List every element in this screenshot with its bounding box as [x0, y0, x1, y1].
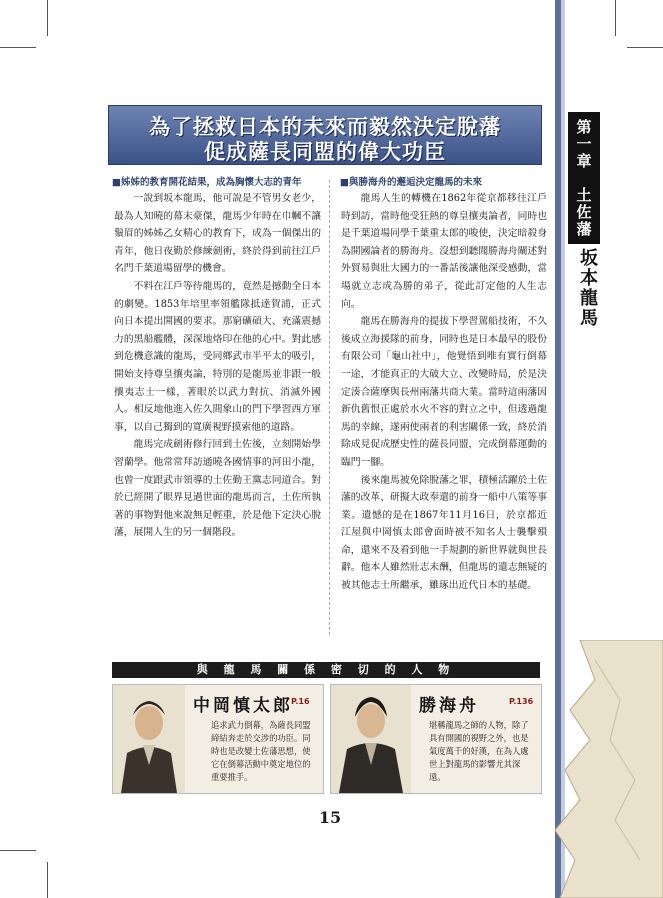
person-desc: 追求武力倒幕，為薩長同盟締結奔走於交涉的功臣。同時也是改變土佐藩思想，使它在倒幕活動中奠定地位的重要推手。 [211, 720, 311, 782]
paragraph: 龍馬在勝海舟的提拔下學習駕船技術，不久後成立海援隊的前身，同時也是日本最早的股份有限公司「龜山社中」，他覺悟到唯有實行倒幕一途，才能真正的大破大立、改變時局，於是決定湊合薩摩與長州兩藩共商大業。當時這兩藩因新仇舊恨正處於水火不容的對立之中，但透過龍馬的幸線，遂兩使兩者的利害關係一致，終於消除成見促成歷史性的薩長同盟，完成倒幕運動的臨門一腳。 [341, 316, 547, 468]
portrait-katsu [331, 685, 411, 793]
person-desc: 堪稱龍馬之師的人物，除了具有開國的視野之外，也是氣度萬千的好漢，在為人處世上對龍馬的影響尤其深遠。 [429, 720, 529, 782]
chapter-person-name: 坂本龍馬 [577, 248, 598, 328]
page-ref[interactable]: P.16 [291, 697, 310, 706]
crop-mark [0, 47, 36, 48]
person-card[interactable] [330, 684, 542, 794]
crop-mark [47, 862, 48, 898]
chapter-tab[interactable] [568, 112, 600, 244]
paragraph: 龍馬完成劍術修行回到土佐後，立刻開始學習蘭學。他常常拜訪通曉各國情事的河田小龍，也曾一度跟武市領導的土佐勤王黨志同道合。對於已經開了眼界見過世面的龍馬而言，土佐所執著的事物對他來說無足輕重，於是他下定決心脫藩，展開人生的另一個階段。 [114, 439, 321, 539]
paragraph: 龍馬人生的轉機在1862年從京都移往江戶時到訪，當時他受狂熱的尊皇攘夷論者，同時也是千葉道場同學千葉重太郎的唆使，決定暗殺身為開國論者的勝海舟。沒想到聽聞勝海舟闡述對外貿易與壯大國力的一番話後讓他深受感動，當場就立志成為勝的弟子，從此訂定他的人生志向。 [341, 193, 547, 310]
paragraph: 一說到坂本龍馬，他可說是不管男女老少，最為人知曉的幕末豪傑，龍馬少年時在巾幗不讓鬚眉的姊姊乙女精心的教育下，成為一個傑出的青年，他日夜勤於修練劍術，終於得到前往江戶名門千葉道場留學的機會。 [114, 193, 321, 275]
crop-mark [615, 0, 616, 36]
person-name: 勝海舟 [419, 696, 479, 716]
banner-title-line2: 促成薩長同盟的偉大功臣 [204, 139, 446, 164]
page-ref[interactable]: P.136 [509, 697, 534, 706]
page-number: 15 [318, 808, 342, 827]
person-name: 中岡慎太郎 [193, 696, 293, 716]
title-banner [108, 105, 542, 165]
right-section-heading: ■與勝海舟的邂逅決定龍馬的未來 [340, 177, 482, 188]
banner-title-line1: 為了拯救日本的未來而毅然決定脫藩 [149, 114, 501, 139]
person-card[interactable] [112, 684, 324, 794]
right-column [341, 190, 547, 595]
chapter-label: 第一章 土佐藩 [574, 118, 593, 238]
column-divider [329, 180, 330, 635]
portrait-nakaoka [113, 685, 185, 793]
crop-mark [0, 850, 36, 851]
related-people-bar: 與 龍 馬 關 係 密 切 的 人 物 [112, 662, 540, 678]
paragraph: 不料在江戶等待龍馬的，竟然是撼動全日本的劇變。1853年培里率領艦隊抵達賀浦，正式向日本提出開國的要求。那窮礦碩大、充滿震撼力的黑船艦體，深深地烙印在他的心中。對此感到危機意識的龍馬，受同鄉武市半平太的吸引，開始支持尊皇攘夷論，特別的是龍馬並非跟一般攘夷志士一樣，著眼於以武力對抗、消滅外國人。相反地他進入佐久間象山的門下學習西方軍事，以自己獨到的寬廣視野摸索他的道路。 [114, 280, 321, 433]
crop-mark [47, 0, 48, 36]
left-column [114, 190, 321, 542]
left-section-heading: ■姊姊的教育開花結果，成為胸懷大志的青年 [112, 177, 302, 188]
crop-mark [627, 47, 663, 48]
paragraph: 後來龍馬被免除脫藩之罪，積極活躍於土佐藩的改革、研擬大政奉還的前身一船中八策等事業。遺憾的是在1867年11月16日，於京都近江屋與中岡慎太郎會面時被不知名人士襲擊殞命，還來不及看到他一手規劃的新世界就與世長辭。他本人雖然壯志未酬，但龍馬的遺志無疑的被其他志士所繼承，雖琢出近代日本的基礎。 [341, 474, 547, 592]
